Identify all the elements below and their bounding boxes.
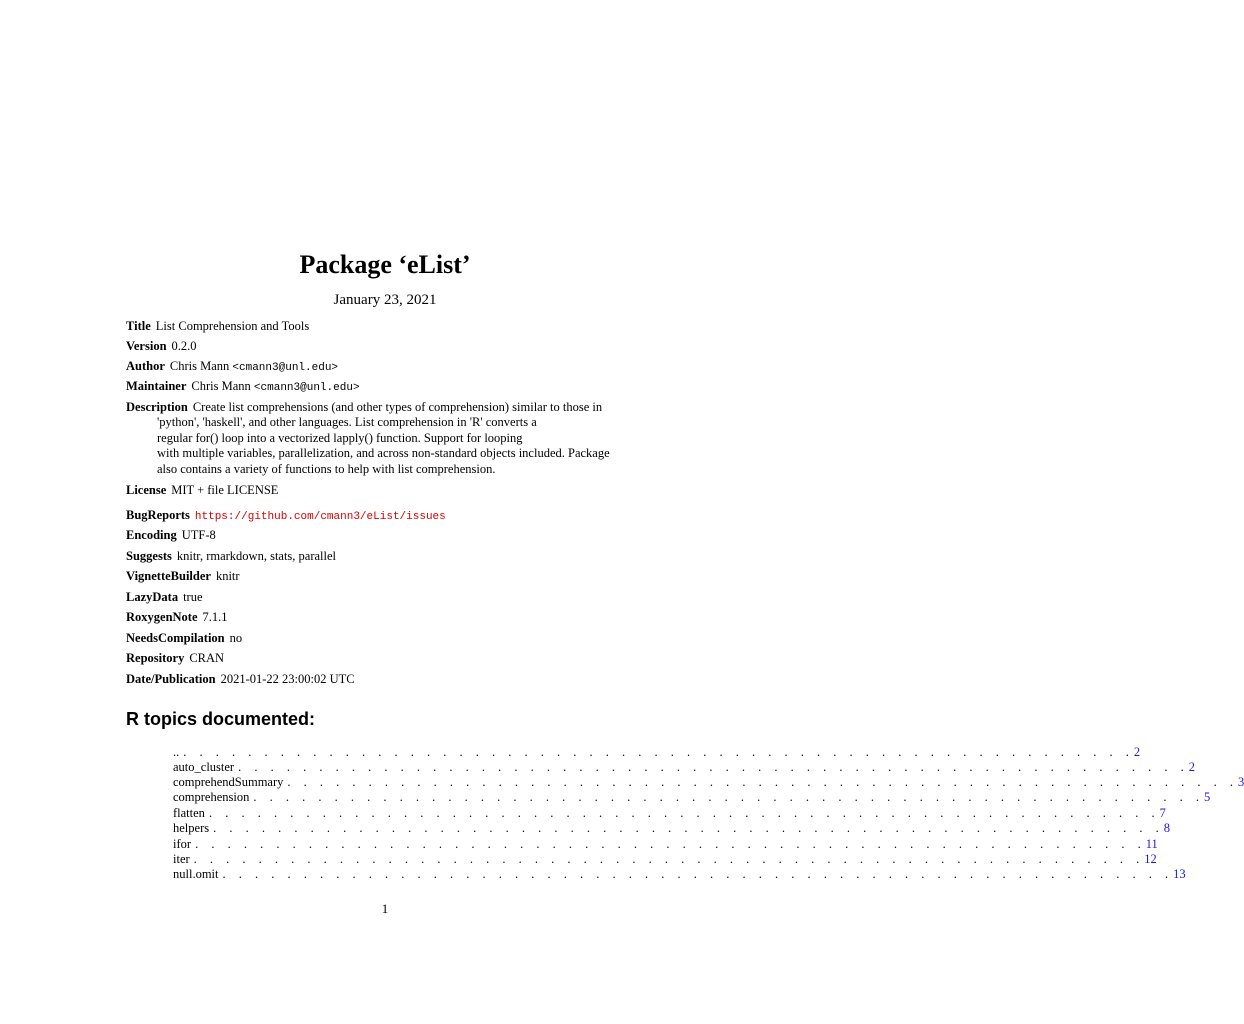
toc-leader-dots: . . . . . . . . . . . . . . . . . . . . . . . . . . . . . . . . . . . . . . . . . . . . . . . . . . . . . . . . . . . <box>208 806 1160 820</box>
field-maintainer <box>126 379 360 396</box>
topics-heading: R topics documented: <box>126 709 316 729</box>
field-encoding-label: Encoding <box>126 528 177 542</box>
description-line: Create list comprehensions (and other types of comprehension) similar to those in <box>192 400 603 414</box>
field-lazydata-value: true <box>183 590 203 604</box>
toc-page-link[interactable]: 3 <box>1238 775 1244 789</box>
field-version-label: Version <box>126 339 167 353</box>
toc-page-link[interactable]: 7 <box>1159 806 1166 820</box>
description-line: with multiple variables, parallelization, and across non-standard objects included. Package <box>157 446 610 461</box>
toc-page-link[interactable]: 11 <box>1145 837 1158 851</box>
field-encoding <box>126 528 216 543</box>
toc-entry-label[interactable]: auto_cluster <box>173 760 235 774</box>
field-roxygennote-label: RoxygenNote <box>126 610 198 624</box>
field-version-value: 0.2.0 <box>171 339 197 353</box>
field-lazydata-label: LazyData <box>126 590 179 604</box>
field-datepublication-value: 2021-01-22 23:00:02 UTC <box>220 672 355 686</box>
field-author-name: Chris Mann <box>169 359 230 373</box>
field-suggests <box>126 549 336 564</box>
bugreports-link[interactable]: https://github.com/cmann3/eList/issues <box>194 511 446 523</box>
field-license <box>126 483 278 498</box>
field-license-label: License <box>126 483 167 497</box>
field-maintainer-label: Maintainer <box>126 379 187 393</box>
field-vignettebuilder-label: VignetteBuilder <box>126 569 211 583</box>
field-maintainer-name: Chris Mann <box>191 379 251 393</box>
toc-leader-dots: . . . . . . . . . . . . . . . . . . . . . . . . . . . . . . . . . . . . . . . . . . . . . . . . . . . . . . . . . . . <box>238 760 1189 774</box>
field-maintainer-email: <cmann3@unl.edu> <box>253 382 360 394</box>
toc-page-link[interactable]: 8 <box>1163 821 1170 835</box>
toc-leader-dots: . . . . . . . . . . . . . . . . . . . . . . . . . . . . . . . . . . . . . . . . . . . . . . . . . . . . . . . . . . . <box>222 867 1174 881</box>
field-vignettebuilder <box>126 569 240 584</box>
toc-page-link[interactable]: 2 <box>1188 760 1195 774</box>
field-repository-label: Repository <box>126 651 185 665</box>
toc-leader-dots: . . . . . . . . . . . . . . . . . . . . . . . . . . . . . . . . . . . . . . . . . . . . . . . . . . . . . . . . . . . <box>213 821 1164 835</box>
toc-entry-label[interactable]: comprehension <box>173 790 250 804</box>
description-line: 'python', 'haskell', and other languages. List comprehension in 'R' converts a <box>157 415 537 430</box>
toc-entry[interactable] <box>173 806 1166 821</box>
field-license-value: MIT + file LICENSE <box>171 483 279 497</box>
field-datepublication <box>126 672 355 687</box>
toc-entry[interactable] <box>173 867 1186 882</box>
field-suggests-label: Suggests <box>126 549 172 563</box>
field-vignettebuilder-value: knitr <box>215 569 240 583</box>
toc-leader-dots: . . . . . . . . . . . . . . . . . . . . . . . . . . . . . . . . . . . . . . . . . . . . . . . . . . . . . . . . . . . <box>287 775 1239 789</box>
field-needscompilation <box>126 631 242 646</box>
package-date: January 23, 2021 <box>333 292 437 308</box>
field-title <box>126 319 309 334</box>
field-suggests-value: knitr, rmarkdown, stats, parallel <box>176 549 337 563</box>
toc-entry[interactable] <box>173 745 1141 760</box>
toc-entry[interactable] <box>173 775 1244 790</box>
toc-page-link[interactable]: 12 <box>1144 852 1157 866</box>
toc-leader-dots: . . . . . . . . . . . . . . . . . . . . . . . . . . . . . . . . . . . . . . . . . . . . . . . . . . . . . . . . . . . <box>183 745 1134 759</box>
field-author-email: <cmann3@unl.edu> <box>232 362 339 374</box>
toc-entry[interactable] <box>173 790 1211 805</box>
field-roxygennote-value: 7.1.1 <box>202 610 228 624</box>
toc-entry-label[interactable]: iter <box>173 852 190 866</box>
toc-entry[interactable] <box>173 760 1195 775</box>
toc-page-link[interactable]: 5 <box>1204 790 1211 804</box>
field-repository <box>126 651 224 666</box>
toc-entry-label[interactable]: comprehendSummary <box>173 775 284 789</box>
toc-page-link[interactable]: 13 <box>1173 867 1186 881</box>
toc-entry-label[interactable]: ifor <box>173 837 192 851</box>
toc-leader-dots: . . . . . . . . . . . . . . . . . . . . . . . . . . . . . . . . . . . . . . . . . . . . . . . . . . . . . . . . . . . <box>253 790 1204 804</box>
field-description <box>126 400 616 477</box>
page-number: 1 <box>381 901 389 916</box>
description-line: also contains a variety of functions to help with list comprehension. <box>157 461 496 476</box>
field-title-label: Title <box>126 319 151 333</box>
toc-entry-label[interactable]: flatten <box>173 806 205 820</box>
toc-entry-label[interactable]: helpers <box>173 821 210 835</box>
toc-leader-dots: . . . . . . . . . . . . . . . . . . . . . . . . . . . . . . . . . . . . . . . . . . . . . . . . . . . . . . . . . . . <box>193 852 1145 866</box>
field-needscompilation-value: no <box>229 631 243 645</box>
description-line: regular for() loop into a vectorized lapply() function. Support for looping <box>157 430 523 445</box>
field-bugreports-label: BugReports <box>126 508 190 522</box>
field-version <box>126 339 197 354</box>
toc-leader-dots: . . . . . . . . . . . . . . . . . . . . . . . . . . . . . . . . . . . . . . . . . . . . . . . . . . . . . . . . . . . <box>195 837 1146 851</box>
field-roxygennote <box>126 610 228 625</box>
toc-page-link[interactable]: 2 <box>1133 745 1141 759</box>
toc-entry-label[interactable]: null.omit <box>173 867 219 881</box>
field-datepublication-label: Date/Publication <box>126 672 216 686</box>
field-repository-value: CRAN <box>189 651 225 665</box>
package-title: Package ‘eList’ <box>299 250 471 279</box>
field-author-label: Author <box>126 359 165 373</box>
field-lazydata <box>126 590 203 605</box>
field-needscompilation-label: NeedsCompilation <box>126 631 225 645</box>
field-description-label: Description <box>126 400 188 414</box>
toc-entry-label[interactable]: .. <box>173 745 180 759</box>
toc-entry[interactable] <box>173 821 1170 836</box>
field-bugreports <box>126 508 446 525</box>
toc-entry[interactable] <box>173 837 1158 852</box>
field-author <box>126 359 338 376</box>
toc-entry[interactable] <box>173 852 1157 867</box>
field-encoding-value: UTF-8 <box>181 528 216 542</box>
field-title-value: List Comprehension and Tools <box>155 319 310 333</box>
